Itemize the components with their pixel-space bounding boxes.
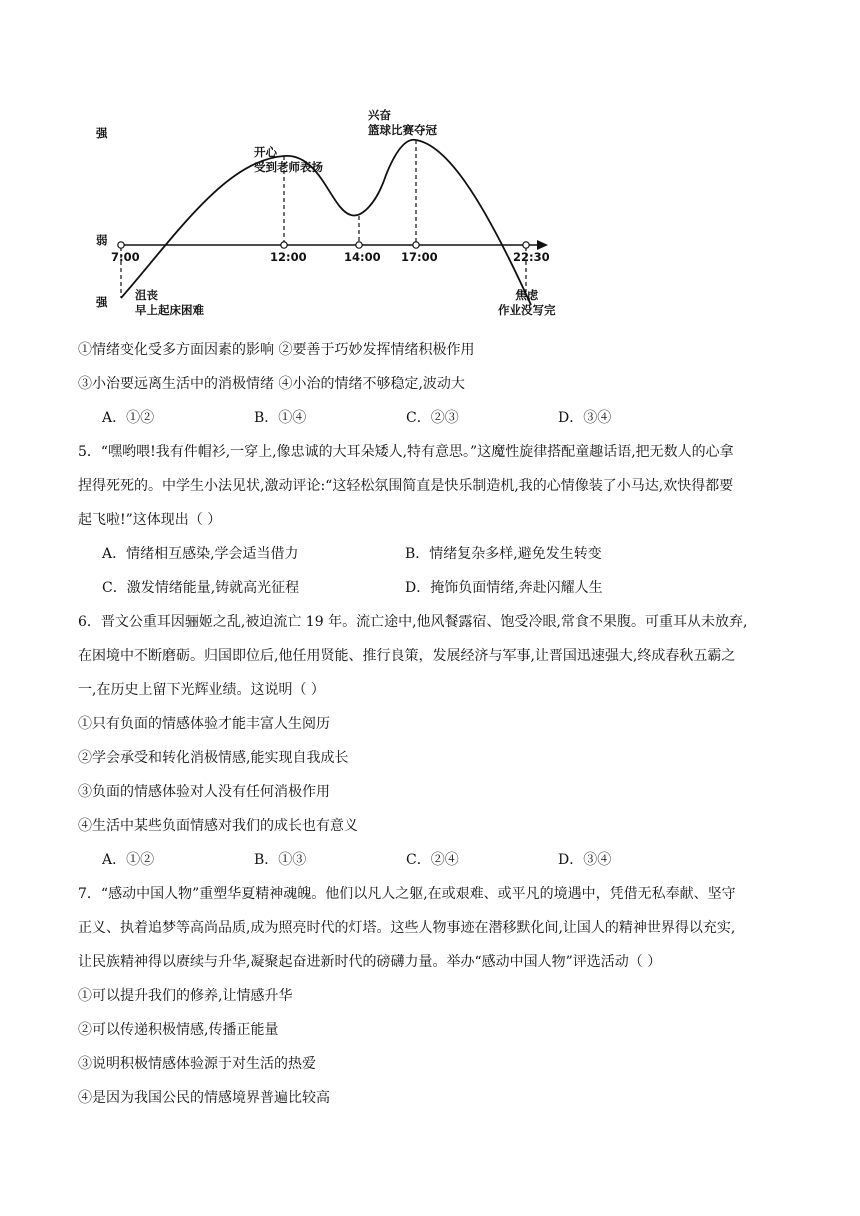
option-d[interactable]: D．掩饰负面情绪,奔赴闪耀人生 [405,580,603,596]
option-a[interactable]: A．情绪相互感染,学会适当借力 [102,546,299,562]
statement-line: ②可以传递积极情感,传播正能量 [78,1022,279,1038]
question-stem-line: 在困境中不断磨砺。归国即位后,他任用贤能、推行良策，发展经济与军事,让晋国迅速强大,终成春秋五霸之 [78,648,736,664]
axis-arrow [537,240,548,250]
option-b[interactable]: B．①③ [254,852,307,868]
tick-2230 [523,242,529,248]
annotation-emotion: 焦虑 [515,288,539,302]
statement-line: ①可以提升我们的修养,让情感升华 [78,988,293,1004]
time-label-1200: 12:00 [270,250,307,264]
tick-1700 [413,242,419,248]
time-label-1700: 17:00 [401,250,438,264]
annotation-emotion: 兴奋 [368,108,391,122]
option-b[interactable]: B．情绪复杂多样,避免发生转变 [405,546,602,562]
option-b[interactable]: B．①④ [254,410,307,426]
answer-options [78,571,788,605]
y-label-strong-top: 强 [96,126,108,140]
time-label-2230: 22:30 [513,250,550,264]
option-c[interactable]: C．②③ [406,410,459,426]
answer-options [78,401,788,435]
tick-1200 [281,242,287,248]
question-stem-line: 起飞啦!”这体现出（ ） [78,512,222,528]
question-stem-line: 一,在历史上留下光辉业绩。这说明（ ） [78,682,325,698]
statement-line: ③说明积极情感体验源于对生活的热爱 [78,1056,316,1072]
question-stem-line: 5．“嘿哟喂!我有件帽衫,一穿上,像忠诚的大耳朵矮人,特有意思。”这魔性旋律搭配童趣话语,把无数人的心拿 [78,444,734,460]
annotation-event: 作业没写完 [498,303,556,317]
annotation-excited [368,108,437,138]
question-6 [78,605,788,877]
question-5 [78,435,788,605]
annotation-happy [254,145,323,175]
option-c[interactable]: C．②④ [406,852,459,868]
tick-0700 [118,242,124,248]
emotion-curve [121,140,531,305]
annotation-event: 篮球比赛夺冠 [368,123,437,137]
question-4 [78,333,788,435]
answer-options [78,843,788,877]
question-stem-line: 6．晋文公重耳因骊姬之乱,被迫流亡 19 年。流亡途中,他风餐露宿、饱受冷眼,常食不果腹。可重耳从未放弃, [78,614,748,630]
question-content [78,333,788,1115]
statement-line: ④生活中某些负面情感对我们的成长也有意义 [78,818,358,834]
answer-options [78,537,788,571]
annotation-emotion: 沮丧 [135,288,158,302]
option-a[interactable]: A．①② [102,410,155,426]
question-stem-line: 正义、执着追梦等高尚品质,成为照亮时代的灯塔。这些人物事迹在潜移默化间,让国人的精神世界得以充实, [78,920,736,936]
option-d[interactable]: D．③④ [558,852,612,868]
statement-line: ③负面的情感体验对人没有任何消极作用 [78,784,330,800]
question-7 [78,877,788,1115]
statement-line: ②学会承受和转化消极情感,能实现自我成长 [78,750,349,766]
annotation-emotion: 开心 [254,145,277,159]
annotation-frustrated [135,288,204,318]
y-label-strong-bottom: 强 [96,295,108,309]
annotation-event: 受到老师表扬 [254,160,323,174]
statement-line: ①情绪变化受多方面因素的影响 ②要善于巧妙发挥情绪积极作用 [78,342,475,358]
question-stem-line: 捏得死死的。中学生小法见状,激动评论:“这轻松氛围简直是快乐制造机,我的心情像装了小马达,欢快得都要 [78,478,734,494]
time-label-0700: 7:00 [111,250,140,264]
annotation-event: 早上起床困难 [135,303,204,317]
statement-line: ①只有负面的情感体验才能丰富人生阅历 [78,716,330,732]
statement-line: ③小治要远离生活中的消极情绪 ④小治的情绪不够稳定,波动大 [78,376,465,392]
annotation-anxious [498,288,556,318]
question-stem-line: 让民族精神得以赓续与升华,凝聚起奋进新时代的磅礴力量。举办“感动中国人物”评选活动（ ） [78,954,662,970]
statement-line: ④是因为我国公民的情感境界普遍比较高 [78,1090,330,1106]
question-stem-line: 7．“感动中国人物”重塑华夏精神魂魄。他们以凡人之躯,在或艰难、或平凡的境遇中，凭借无私奉献、坚守 [78,886,736,902]
option-a[interactable]: A．①② [102,852,155,868]
option-c[interactable]: C．激发情绪能量,铸就高光征程 [102,580,300,596]
tick-1400 [356,242,362,248]
y-label-weak: 弱 [96,233,108,247]
emotion-chart [86,100,566,325]
time-label-1400: 14:00 [344,250,381,264]
option-d[interactable]: D．③④ [558,410,612,426]
